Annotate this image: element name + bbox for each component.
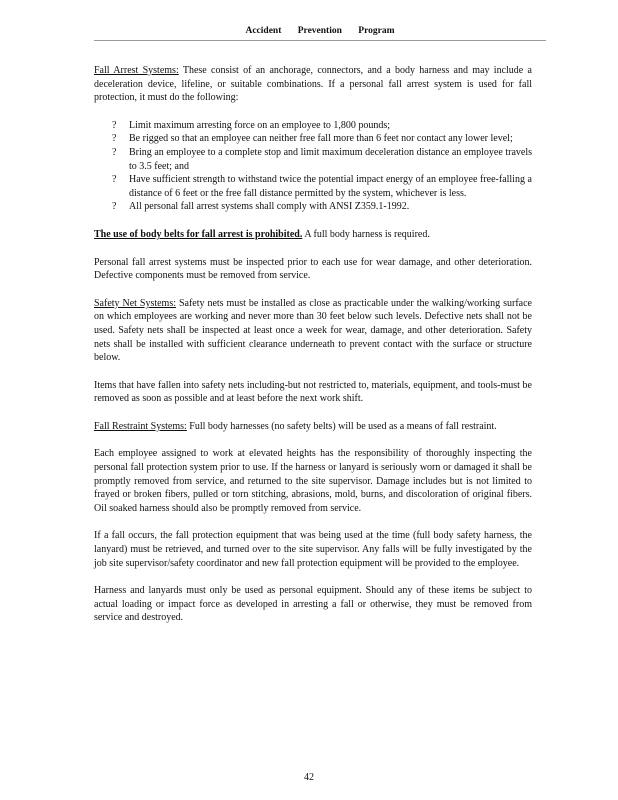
harness-paragraph: Harness and lanyards must only be used as personal equipment. Should any of these items be subject to actual loading or impact force as developed in arresting a fall or otherwise, they must be removed from service and destroyed. xyxy=(94,585,532,624)
bullet-glyph: ? xyxy=(112,201,117,213)
safety-nets-heading: Safety Net Systems: xyxy=(94,297,176,309)
requirement-item: ? Be rigged so that an employee can neither free fall more than 6 feet nor contact any lower level; xyxy=(112,133,513,145)
bullet-glyph: ? xyxy=(112,133,117,145)
body-belts-paragraph xyxy=(94,228,532,242)
bullet-glyph: ? xyxy=(112,146,117,158)
fall-arrest-paragraph xyxy=(94,64,532,105)
fall-restraint-heading: Fall Restraint Systems: xyxy=(94,420,187,432)
body-belts-prohibition: The use of body belts for fall arrest is prohibited. xyxy=(94,228,303,240)
inspection-paragraph: Personal fall arrest systems must be inspected prior to each use for wear damage, and other deterioration. Defective components must be removed from service. xyxy=(94,256,532,282)
fall-restraint-text: Full body harnesses (no safety belts) will be used as a means of fall restraint. xyxy=(189,420,497,432)
header-rule xyxy=(94,40,546,41)
requirement-item: ? Bring an employee to a complete stop and limit maximum deceleration distance an employee travels to 3.5 feet; and xyxy=(112,146,532,172)
body-belts-rest: A full body harness is required. xyxy=(304,228,430,240)
fall-arrest-heading: Fall Arrest Systems: xyxy=(94,65,179,76)
page-header: Accident Prevention Program xyxy=(245,26,395,36)
requirement-item: ? Have sufficient strength to withstand twice the potential impact energy of an employee free-falling a distance of 6 feet or the free fall distance permitted by the system, whichever is less. xyxy=(112,174,532,199)
items-paragraph: Items that have fallen into safety nets including-but not restricted to, materials, equipment, and tools-must be removed as soon as possible and at least before the next work shift. xyxy=(94,379,532,405)
document-body xyxy=(94,64,532,639)
fall-arrest-intro: These consist of an anchorage, connectors, and a body harness and may include a deceleration device, lifeline, or suitable combinations. If a personal fall arrest system is used for fall protection, it must do the following: xyxy=(94,65,532,104)
fall-restraint-paragraph xyxy=(94,420,532,434)
requirement-item: ? Limit maximum arresting force on an employee to 1,800 pounds; xyxy=(112,119,391,131)
bullet-glyph: ? xyxy=(112,174,117,186)
fall-arrest-requirements xyxy=(94,119,532,214)
safety-nets-text: Safety nets must be installed as close as practicable under the walking/working surface on which employees are working and never more than 30 feet below such levels. Defective nets shall not be used. Safety nets shall be inspected at least once a week for wear, damage, and other deterioration. Safety nets shall be installed with sufficient clearance underneath to prevent contact with the surface or structure below. xyxy=(94,297,532,364)
page-number: 42 xyxy=(304,772,314,783)
responsibility-paragraph: Each employee assigned to work at elevated heights has the responsibility of thoroughly inspecting the personal fall protection system prior to use. If the harness or lanyard is seriously worn or damaged it shall be promptly removed from service, and returned to the site supervisor. Damage includes but is not limited to frayed or broken fibers, pulled or torn stitching, abrasions, mold, burns, and discoloration of original fibers. Oil soaked harness should also be promptly removed from service. xyxy=(94,448,532,514)
fall-occurs-paragraph: If a fall occurs, the fall protection equipment that was being used at the time (full body safety harness, the lanyard) must be retrieved, and turned over to the site supervisor. Any falls will be fully investigated by the job site supervisor/safety coordinator and new fall protection equipment will be provided to the employee. xyxy=(94,530,532,569)
requirement-item: ? All personal fall arrest systems shall comply with ANSI Z359.1-1992. xyxy=(112,201,410,213)
bullet-glyph: ? xyxy=(112,119,117,131)
safety-nets-paragraph xyxy=(94,297,532,365)
